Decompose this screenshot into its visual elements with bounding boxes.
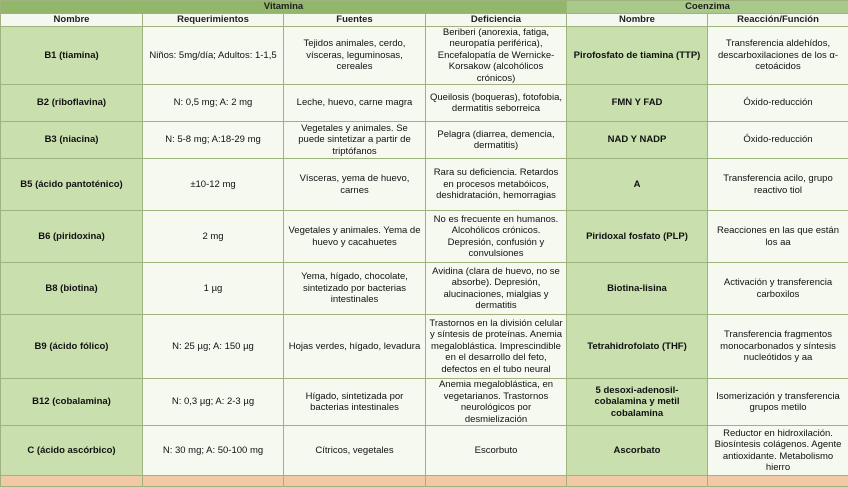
coenzyme-name-cell: Pirofosfato de tiamina (TTP) — [567, 26, 708, 85]
sources-cell: Tejidos animales, cerdo, vísceras, leguminosas, cereales — [284, 26, 426, 85]
reaction-cell: Activación y transferencia carboxilos — [708, 263, 848, 315]
sources-cell: Vísceras, yema de huevo, carnes — [284, 159, 426, 211]
vitamin-name-cell: B5 (ácido pantoténico) — [1, 159, 143, 211]
table-row — [1, 379, 848, 426]
sources-cell: Yema, hígado, chocolate, sintetizado por bacterias intestinales — [284, 263, 426, 315]
table-row-partial — [1, 476, 848, 487]
table-row — [1, 85, 848, 122]
vitamin-name-cell: B3 (niacina) — [1, 122, 143, 159]
col-header-reaccion: Reacción/Función — [708, 13, 848, 26]
reaction-cell: Transferencia acilo, grupo reactivo tiol — [708, 159, 848, 211]
vitamin-name-cell: B12 (cobalamina) — [1, 379, 143, 426]
coenzyme-name-cell: A — [567, 159, 708, 211]
coenzyme-name-cell: NAD Y NADP — [567, 122, 708, 159]
coenzyme-name-cell: FMN Y FAD — [567, 85, 708, 122]
deficiency-cell: Queilosis (boqueras), fotofobia, dermatitis seborreica — [426, 85, 567, 122]
table-row — [1, 263, 848, 315]
table-row — [1, 211, 848, 263]
sources-cell: Hígado, sintetizada por bacterias intestinales — [284, 379, 426, 426]
table-body — [1, 26, 848, 476]
sources-cell: Hojas verdes, hígado, levadura — [284, 315, 426, 379]
table-row — [1, 426, 848, 476]
requirement-cell: N: 0,3 µg; A: 2-3 µg — [143, 379, 284, 426]
reaction-cell: Transferencia fragmentos monocarbonados y síntesis nucleótidos y aa — [708, 315, 848, 379]
requirement-cell: N: 30 mg; A: 50-100 mg — [143, 426, 284, 476]
deficiency-cell: Trastornos en la división celular y síntesis de proteínas. Anemia megaloblástica. Imprescindible en el desarrollo del feto, defectos en el tubo neural — [426, 315, 567, 379]
group-header-row — [1, 1, 848, 14]
deficiency-cell: Escorbuto — [426, 426, 567, 476]
group-coenzima: Coenzima — [567, 1, 848, 14]
requirement-cell: Niños: 5mg/día; Adultos: 1-1,5 — [143, 26, 284, 85]
table-row — [1, 159, 848, 211]
deficiency-cell: Rara su deficiencia. Retardos en procesos metabóicos, deshidratación, hemorragias — [426, 159, 567, 211]
col-header-nombre-coenzima: Nombre — [567, 13, 708, 26]
requirement-cell: 2 mg — [143, 211, 284, 263]
coenzyme-name-cell: Tetrahidrofolato (THF) — [567, 315, 708, 379]
reaction-cell: Transferencia aldehídos, descarboxilaciones de los α-cetoácidos — [708, 26, 848, 85]
column-header-row — [1, 13, 848, 26]
requirement-cell: N: 0,5 mg; A: 2 mg — [143, 85, 284, 122]
reaction-cell: Isomerización y transferencia grupos metilo — [708, 379, 848, 426]
vitamin-name-cell: B1 (tiamina) — [1, 26, 143, 85]
requirement-cell: N: 5-8 mg; A:18-29 mg — [143, 122, 284, 159]
reaction-cell: Reacciones en las que están los aa — [708, 211, 848, 263]
requirement-cell: ±10-12 mg — [143, 159, 284, 211]
vitamin-name-cell: B8 (biotina) — [1, 263, 143, 315]
table-row — [1, 122, 848, 159]
col-header-requerimientos: Requerimientos — [143, 13, 284, 26]
coenzyme-name-cell: 5 desoxi-adenosil-cobalamina y metil cobalamina — [567, 379, 708, 426]
coenzyme-name-cell: Piridoxal fosfato (PLP) — [567, 211, 708, 263]
coenzyme-name-cell: Ascorbato — [567, 426, 708, 476]
requirement-cell: N: 25 µg; A: 150 µg — [143, 315, 284, 379]
table-row — [1, 26, 848, 85]
vitamin-name-cell: B9 (ácido fólico) — [1, 315, 143, 379]
table-row — [1, 315, 848, 379]
deficiency-cell: No es frecuente en humanos. Alcohólicos crónicos. Depresión, confusión y convulsiones — [426, 211, 567, 263]
deficiency-cell: Anemia megaloblástica, en vegetarianos. Trastornos neurológicos por desmielización — [426, 379, 567, 426]
col-header-nombre: Nombre — [1, 13, 143, 26]
col-header-deficiencia: Deficiencia — [426, 13, 567, 26]
vitamin-name-cell: C (ácido ascórbico) — [1, 426, 143, 476]
coenzyme-name-cell: Biotina-lisina — [567, 263, 708, 315]
vitamin-name-cell: B2 (riboflavina) — [1, 85, 143, 122]
vitamin-name-cell: B6 (piridoxina) — [1, 211, 143, 263]
sources-cell: Vegetales y animales. Yema de huevo y cacahuetes — [284, 211, 426, 263]
deficiency-cell: Beriberi (anorexia, fatiga, neuropatía periférica), Encefalopatía de Wernicke-Korsakow (alcohólicos crónicos) — [426, 26, 567, 85]
reaction-cell: Óxido-reducción — [708, 122, 848, 159]
deficiency-cell: Pelagra (diarrea, demencia, dermatitis) — [426, 122, 567, 159]
reaction-cell: Óxido-reducción — [708, 85, 848, 122]
requirement-cell: 1 µg — [143, 263, 284, 315]
sources-cell: Leche, huevo, carne magra — [284, 85, 426, 122]
col-header-fuentes: Fuentes — [284, 13, 426, 26]
sources-cell: Vegetales y animales. Se puede sintetizar a partir de triptófanos — [284, 122, 426, 159]
sources-cell: Cítricos, vegetales — [284, 426, 426, 476]
group-vitamina: Vitamina — [1, 1, 567, 14]
deficiency-cell: Avidina (clara de huevo, no se absorbe). Depresión, alucinaciones, mialgias y dermatitis — [426, 263, 567, 315]
reaction-cell: Reductor en hidroxilación. Biosíntesis colágenos. Agente antioxidante. Metabolismo hierro — [708, 426, 848, 476]
